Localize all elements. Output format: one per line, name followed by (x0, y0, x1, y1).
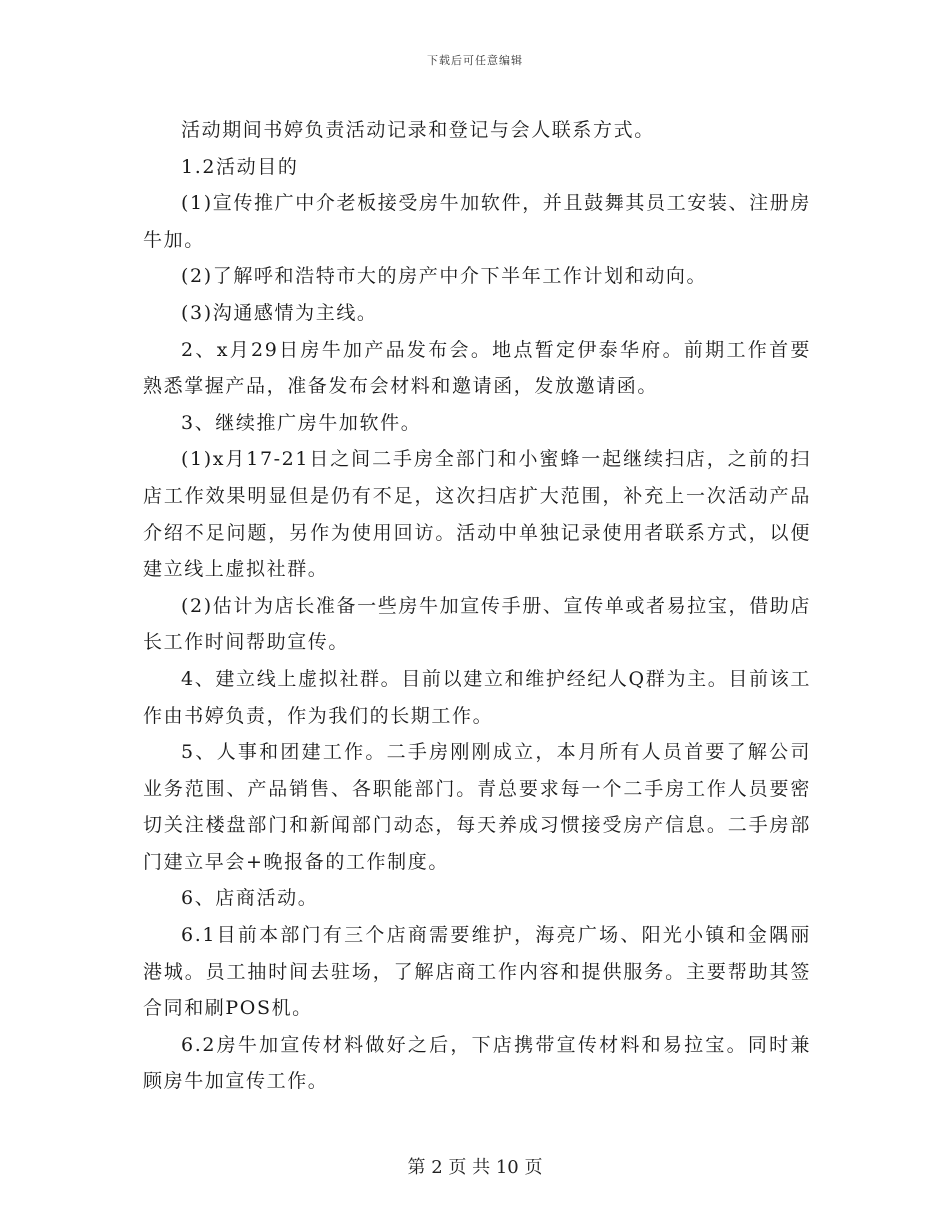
paragraph: 2、x月29日房牛加产品发布会。地点暂定伊泰华府。前期工作首要熟悉掌握产品，准备发布会材料和邀请函，发放邀请函。 (143, 338, 811, 398)
section-heading: 3、继续推广房牛加软件。 (181, 411, 422, 434)
paragraph: 6.1目前本部门有三个店商需要维护，海亮广场、阳光小镇和金隅丽港城。员工抽时间去驻场，了解店商工作内容和提供服务。主要帮助其签合同和刷POS机。 (143, 924, 811, 1020)
page-number: 第 2 页 共 10 页 (407, 1157, 543, 1178)
paragraph: (2)了解呼和浩特市大的房产中介下半年工作计划和动向。 (181, 265, 708, 288)
page-header: 下载后可任意编辑 (427, 54, 523, 67)
paragraph: 4、建立线上虚拟社群。目前以建立和维护经纪人Q群为主。目前该工作由书婷负责，作为我们的长期工作。 (143, 667, 811, 727)
paragraph: (1)x月17-21日之间二手房全部门和小蜜蜂一起继续扫店，之前的扫店工作效果明显但是仍有不足，这次扫店扩大范围，补充上一次活动产品介绍不足问题，另作为使用回访。活动中单独记录使用者联系方式，以便建立线上虚拟社群。 (143, 448, 811, 581)
paragraph: 活动期间书婷负责活动记录和登记与会人联系方式。 (181, 119, 655, 141)
document-body (143, 112, 811, 1100)
paragraph: 5、人事和团建工作。二手房刚刚成立，本月所有人员首要了解公司业务范围、产品销售、各职能部门。青总要求每一个二手房工作人员要密切关注楼盘部门和新闻部门动态，每天养成习惯接受房产信息。二手房部门建立早会+晚报备的工作制度。 (143, 741, 811, 873)
section-heading: 6、店商活动。 (181, 887, 319, 910)
paragraph: (3)沟通感情为主线。 (181, 301, 378, 324)
paragraph: (2)估计为店长准备一些房牛加宣传手册、宣传单或者易拉宝，借助店长工作时间帮助宣传。 (143, 594, 811, 654)
section-heading: 1.2活动目的 (181, 155, 299, 178)
paragraph: 6.2房牛加宣传材料做好之后，下店携带宣传材料和易拉宝。同时兼顾房牛加宣传工作。 (143, 1033, 811, 1093)
paragraph: (1)宣传推广中介老板接受房牛加软件，并且鼓舞其员工安装、注册房牛加。 (143, 192, 811, 251)
